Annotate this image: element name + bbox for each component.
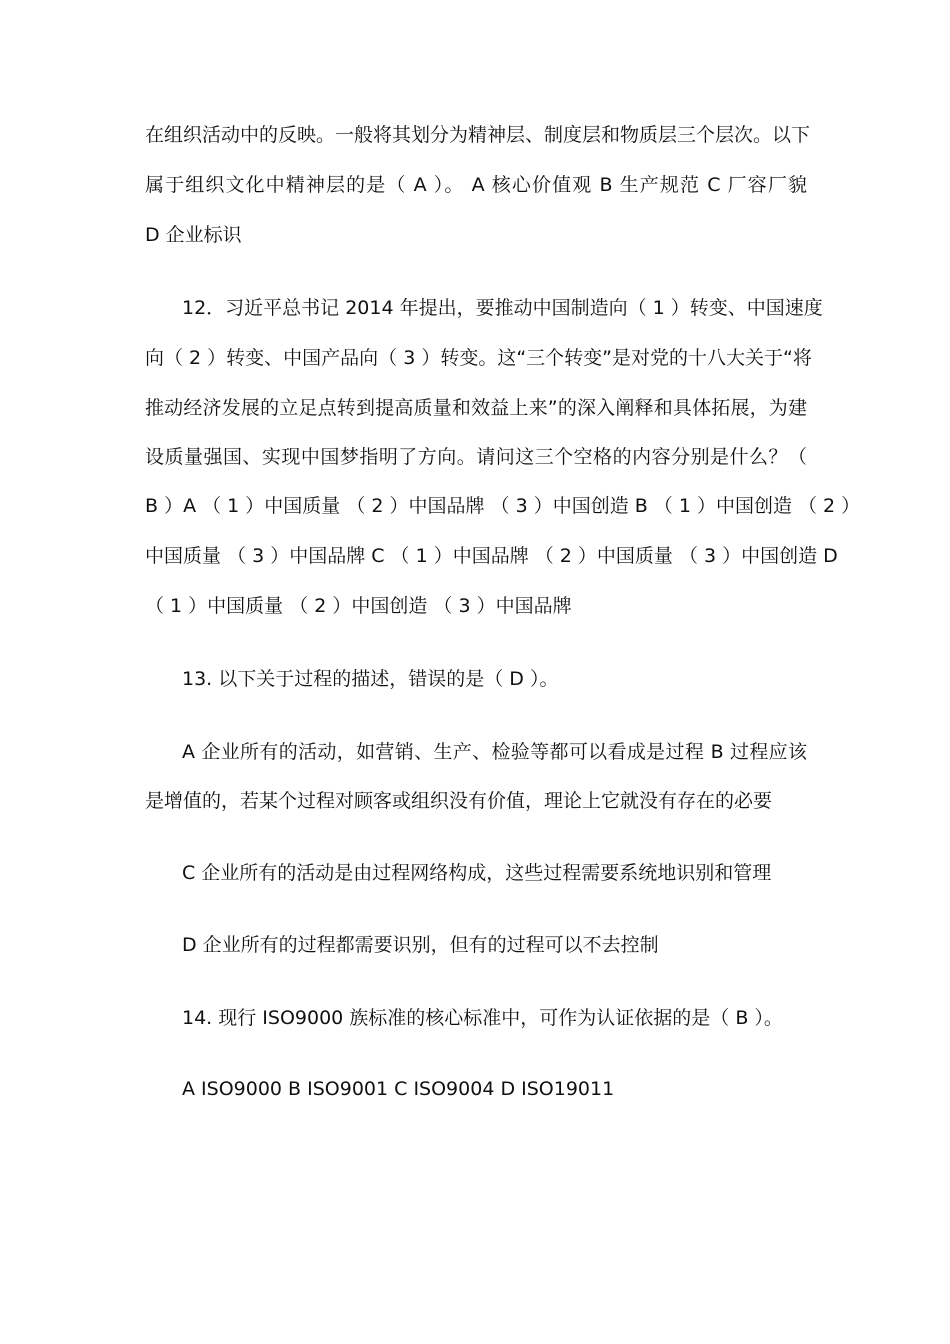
text-line: 向（ 2 ）转变、中国产品向（ 3 ）转变。这“三个转变”是对党的十八大关于“将 — [145, 347, 812, 369]
text-line: A ISO9000 B ISO9001 C ISO9004 D ISO19011 — [182, 1078, 615, 1100]
text-line: C 企业所有的活动是由过程网络构成，这些过程需要系统地识别和管理 — [182, 862, 772, 884]
text-line: 14. 现行 ISO9000 族标准的核心标准中，可作为认证依据的是（ B ）。 — [182, 1007, 783, 1029]
text-line: D 企业标识 — [145, 224, 242, 246]
text-line: 中国质量 （ 3 ）中国品牌 C （ 1 ）中国品牌 （ 2 ）中国质量 （ 3 ）中国创造 D — [145, 545, 838, 567]
text-line: 设质量强国、实现中国梦指明了方向。请问这三个空格的内容分别是什么？（ — [145, 446, 807, 468]
text-line: A 企业所有的活动，如营销、生产、检验等都可以看成是过程 B 过程应该 — [182, 741, 807, 763]
text-line: 13. 以下关于过程的描述，错误的是（ D ）。 — [182, 668, 559, 690]
text-line: 12．习近平总书记 2014 年提出，要推动中国制造向（ 1 ）转变、中国速度 — [182, 297, 823, 319]
text-line: （ 1 ）中国质量 （ 2 ）中国创造 （ 3 ）中国品牌 — [145, 595, 572, 617]
text-line: D 企业所有的过程都需要识别，但有的过程可以不去控制 — [182, 934, 659, 956]
text-line: B ）A （ 1 ）中国质量 （ 2 ）中国品牌 （ 3 ）中国创造 B （ 1 ）中国创造 （ 2 ） — [145, 495, 861, 517]
text-line: 在组织活动中的反映。一般将其划分为精神层、制度层和物质层三个层次。以下 — [145, 124, 811, 146]
text-line: 属于组织文化中精神层的是（ A ）。 A 核心价值观 B 生产规范 C 厂容厂貌 — [145, 174, 807, 196]
text-line: 推动经济发展的立足点转到提高质量和效益上来”的深入阐释和具体拓展，为建 — [145, 397, 807, 419]
text-line: 是增值的，若某个过程对顾客或组织没有价值，理论上它就没有存在的必要 — [145, 790, 773, 812]
